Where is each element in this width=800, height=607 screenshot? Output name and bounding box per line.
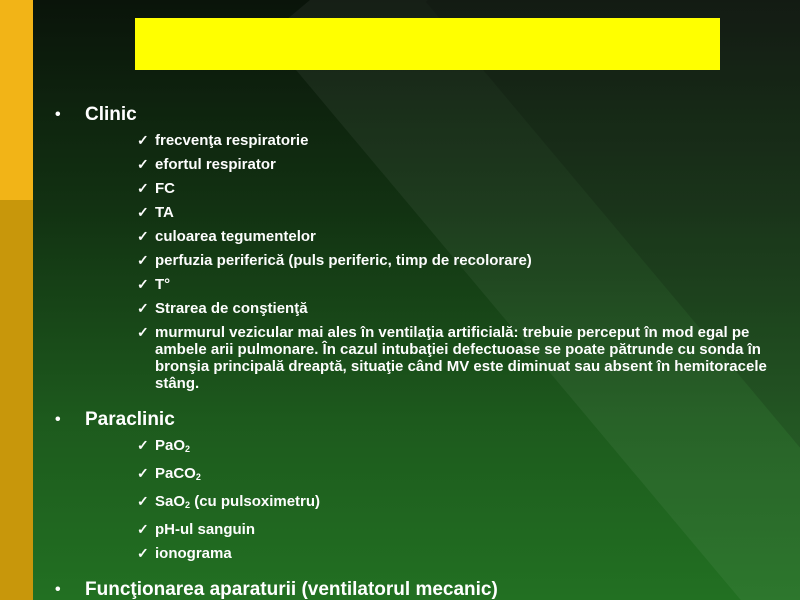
list-item: ✓ culoarea tegumentelor — [137, 228, 316, 245]
check-icon: ✓ — [137, 465, 149, 481]
list-item: ✓ PaCO$_2$ — [137, 465, 201, 482]
list-item: ✓ efortul respirator — [137, 156, 276, 173]
list-item: ✓ T° — [137, 276, 171, 293]
check-icon: ✓ — [137, 180, 149, 196]
section-equipment — [55, 579, 785, 601]
bullet-icon: • — [55, 581, 61, 598]
list-item: ✓ FC — [137, 180, 175, 197]
list-item: ✓ TA — [137, 204, 174, 221]
title-box — [135, 18, 720, 70]
check-icon: ✓ — [137, 437, 149, 453]
list-item: ✓ Strarea de conştienţă — [137, 300, 308, 317]
section-heading: Funcţionarea aparaturii (ventilatorul mecanic) — [85, 579, 498, 600]
list-item: ✓ perfuzia periferică (puls periferic, timp de recolorare) — [137, 252, 532, 269]
bullet-icon: • — [55, 106, 61, 123]
check-icon: ✓ — [137, 545, 149, 561]
section-clinic — [55, 104, 785, 126]
check-icon: ✓ — [137, 228, 149, 244]
check-icon: ✓ — [137, 300, 149, 316]
list-item: ✓ frecvenţa respiratorie — [137, 132, 309, 149]
bullet-icon: • — [55, 411, 61, 428]
left-stripe-bottom — [0, 200, 33, 600]
section-heading: Clinic — [85, 104, 137, 125]
check-icon: ✓ — [137, 521, 149, 537]
check-icon: ✓ — [137, 156, 149, 172]
section-paraclinic — [55, 409, 785, 431]
check-icon: ✓ — [137, 493, 149, 509]
slide-content — [55, 104, 785, 607]
list-item: ✓ SaO$_2$ (cu pulsoximetru) — [137, 493, 321, 510]
check-icon: ✓ — [137, 252, 149, 268]
check-icon: ✓ — [137, 204, 149, 220]
check-icon: ✓ — [137, 132, 149, 148]
list-item: ✓ murmurul vezicular mai ales în ventilaţia artificială: trebuie perceput în mod egal pe ambele arii pulmonare. În cazul intubaţiei defectuoase se poate pătrunde cu sonda în bronşia principală dreaptă, situaţie când MV este diminuat sau absent în hemitoracele stâng. — [137, 324, 767, 392]
list-item: ✓ ionograma — [137, 545, 232, 562]
left-stripe-top — [0, 0, 33, 200]
list-item: ✓ pH-ul sanguin — [137, 521, 255, 538]
check-icon: ✓ — [137, 324, 149, 340]
check-icon: ✓ — [137, 276, 149, 292]
list-item: ✓ PaO$_2$ — [137, 437, 191, 454]
section-heading: Paraclinic — [85, 409, 175, 430]
